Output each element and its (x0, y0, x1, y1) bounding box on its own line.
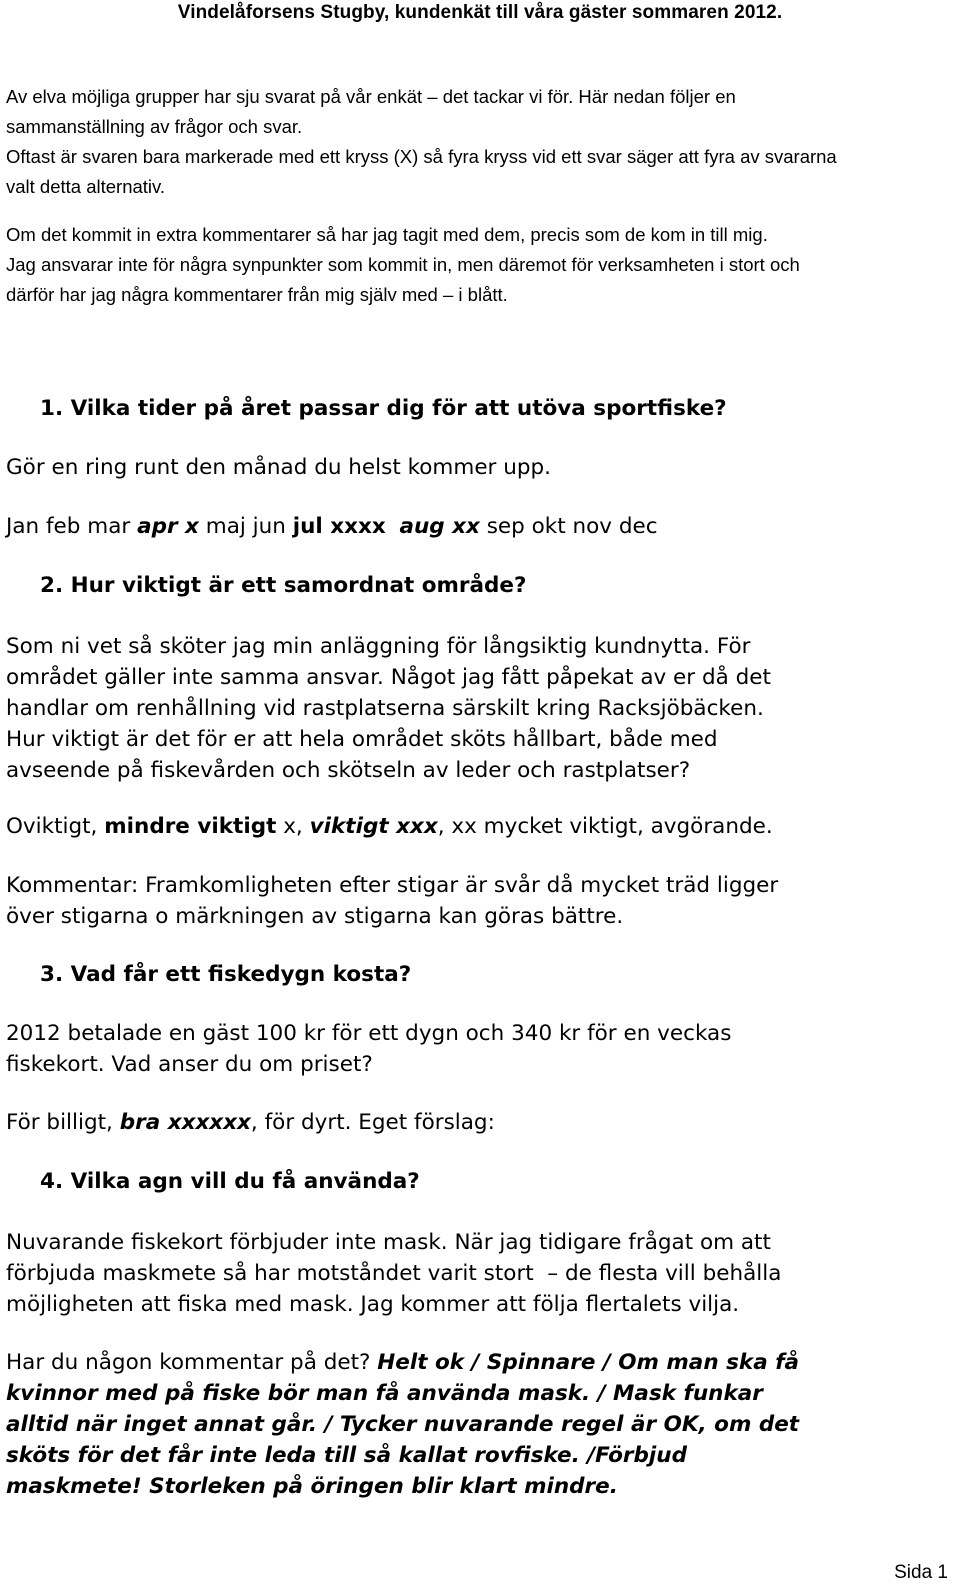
q4-heading: 4. Vilka agn vill du få använda? (40, 1169, 420, 1194)
page-header: Vindelåforsens Stugby, kundenkät till våra gäster sommaren 2012. (177, 2, 783, 23)
intro-line: Oftast är svaren bara markerade med ett kryss (X) så fyra kryss vid ett svar säger att fyra av svararna (6, 146, 837, 167)
q3-options: För billigt, bra xxxxxx, för dyrt. Eget förslag: (6, 1110, 495, 1135)
intro-line: valt detta alternativ. (6, 176, 166, 197)
q3-text: 2012 betalade en gäst 100 kr för ett dygn och 340 kr för en veckas fiskekort. Vad anser du om priset? (6, 1021, 732, 1077)
intro-line: därför har jag några kommentarer från mig själv med – i blått. (6, 284, 508, 305)
q1-instruction: Gör en ring runt den månad du helst kommer upp. (6, 455, 551, 480)
q1-months: Jan feb mar apr x maj jun jul xxxx aug xx sep okt nov dec (6, 514, 658, 539)
q2-heading: 2. Hur viktigt är ett samordnat område? (40, 573, 527, 598)
intro-line: Av elva möjliga grupper har sju svarat på vår enkät – det tackar vi för. Här nedan följer en (6, 86, 736, 107)
q2-comment: Kommentar: Framkomligheten efter stigar är svår då mycket träd ligger över stigarna o märkningen av stigarna kan göras bättre. (6, 873, 779, 929)
intro-paragraph-1 (6, 82, 946, 202)
q3-heading: 3. Vad får ett fiskedygn kosta? (40, 962, 412, 987)
intro-paragraph-2 (6, 220, 946, 310)
q2-text: Som ni vet så sköter jag min anläggning för långsiktig kundnytta. För området gäller inte samma ansvar. Något jag fått påpekat av er då det handlar om renhållning vid rastplatserna särskilt kring Racksjöbäcken. Hur viktigt är det för er att hela området sköts hållbart, både med avseende på fiskevården och skötseln av leder och rastplatser? (6, 634, 771, 783)
intro-line: Jag ansvarar inte för några synpunkter som kommit in, men däremot för verksamheten i stort och (6, 254, 800, 275)
q2-options: Oviktigt, mindre viktigt x, viktigt xxx, xx mycket viktigt, avgörande. (6, 814, 773, 839)
q4-answers: Har du någon kommentar på det? Helt ok / Spinnare / Om man ska få kvinnor med på fiske bör man få använda mask. / Mask funkar alltid när inget annat går. / Tycker nuvarande regel är OK, om det sköts för det får inte leda till så kallat rovfiske. /Förbjud maskmete! Storleken på öringen blir klart mindre. (6, 1350, 800, 1499)
q1-heading: 1. Vilka tider på året passar dig för att utöva sportfiske? (40, 396, 727, 421)
page-number: Sida 1 (894, 1562, 948, 1583)
q4-text: Nuvarande fiskekort förbjuder inte mask. När jag tidigare frågat om att förbjuda maskmete så har motståndet varit stort – de flesta vill behålla möjligheten att fiska med mask. Jag kommer att följa flertalets vilja. (6, 1230, 782, 1317)
intro-line: Om det kommit in extra kommentarer så har jag tagit med dem, precis som de kom in till mig. (6, 224, 768, 245)
intro-line: sammanställning av frågor och svar. (6, 116, 303, 137)
